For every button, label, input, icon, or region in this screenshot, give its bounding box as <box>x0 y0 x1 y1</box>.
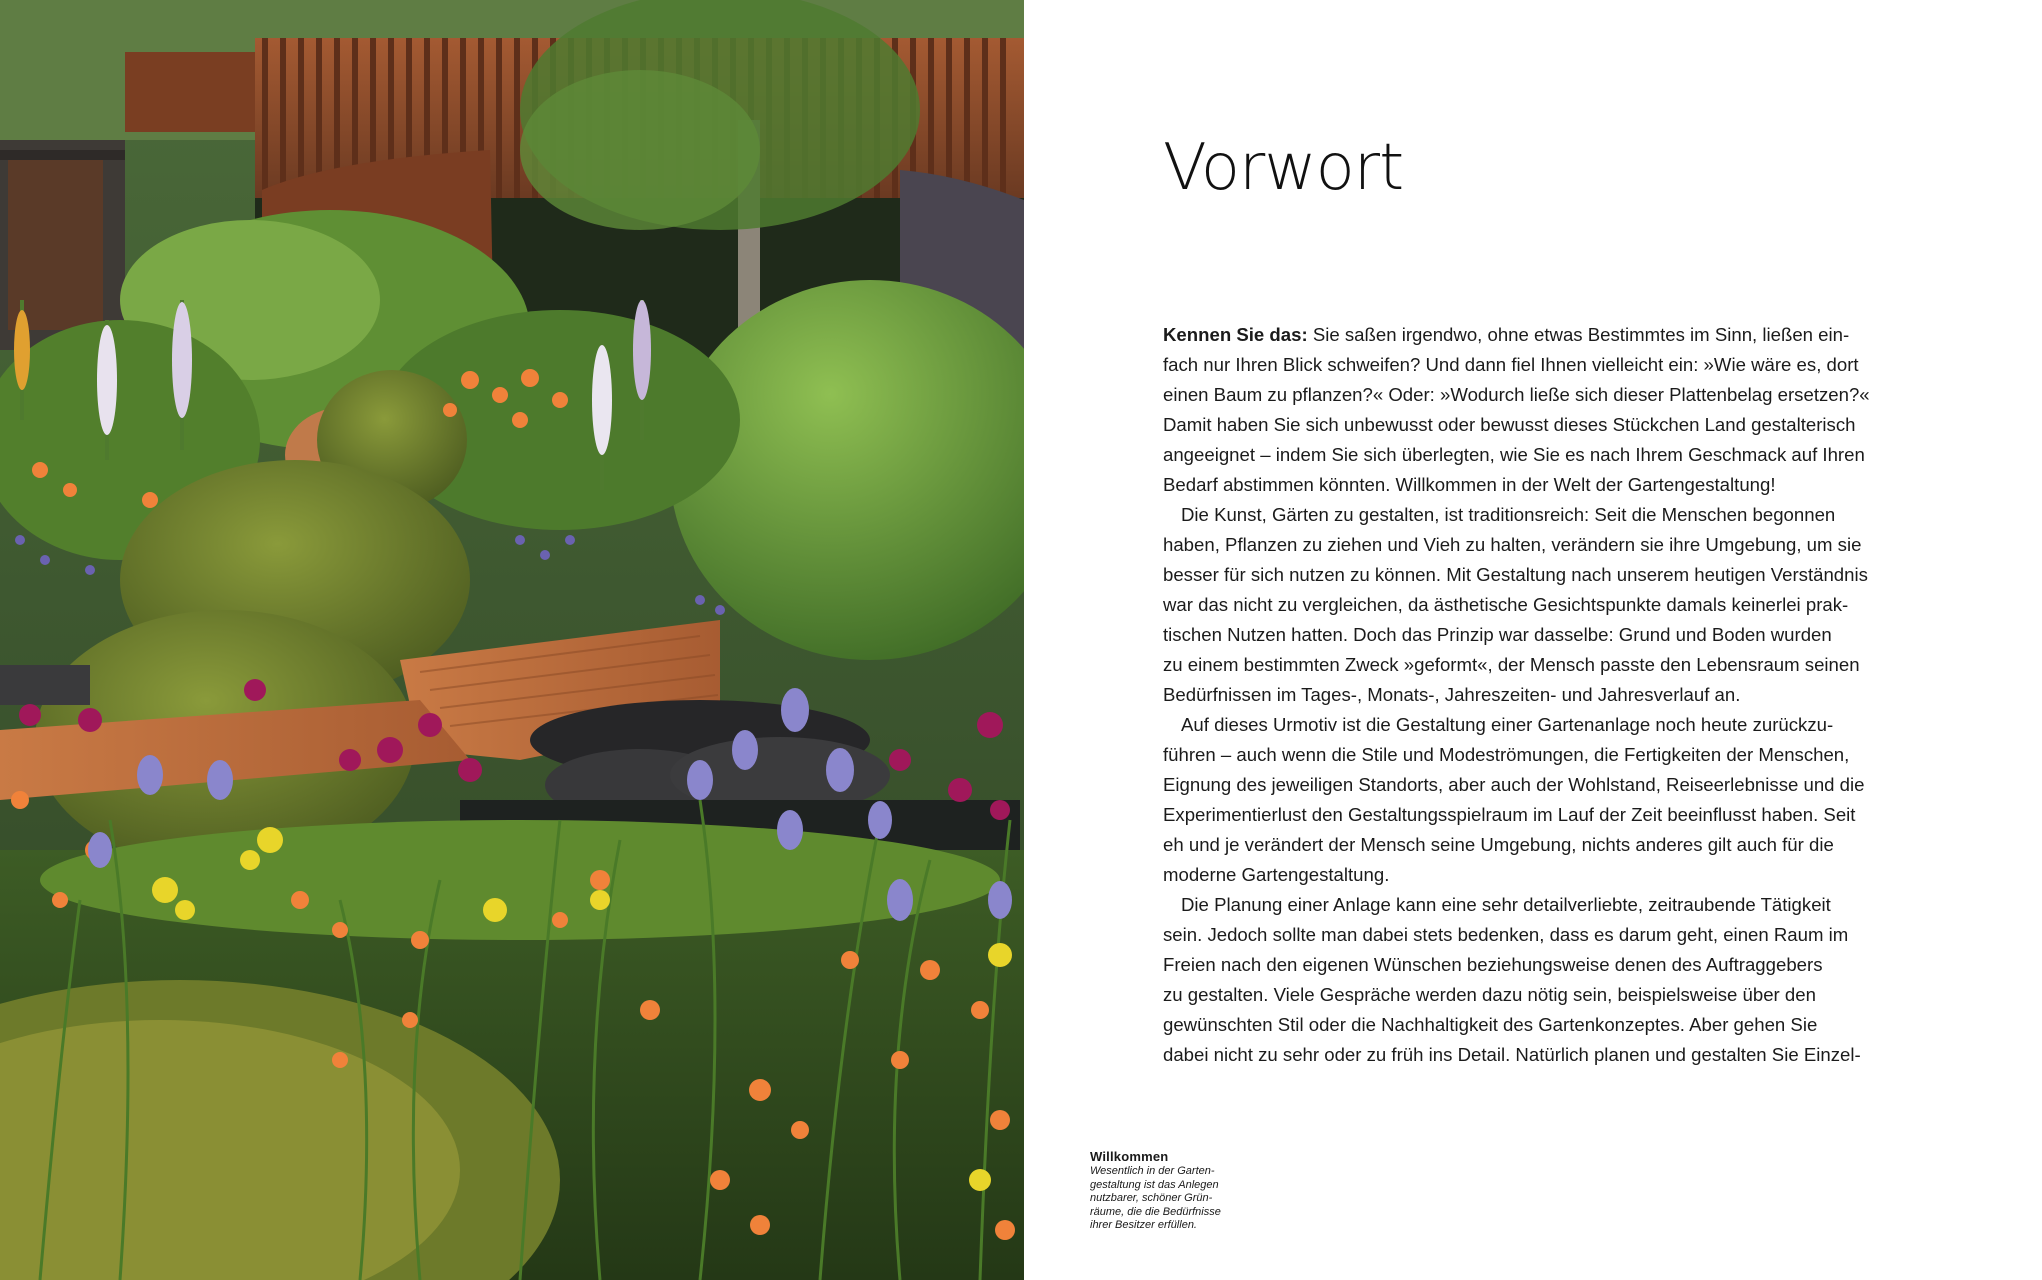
caption-line: ihrer Besitzer erfüllen. <box>1090 1219 1197 1231</box>
text-line: fach nur Ihren Blick schweifen? Und dann fiel Ihnen vielleicht ein: »Wie wäre es, dort <box>1163 354 1859 375</box>
text-line: einen Baum zu pflanzen?« Oder: »Wodurch ließe sich dieser Plattenbelag ersetzen?« <box>1163 384 1870 405</box>
text-line: eh und je verändert der Mensch seine Umgebung, nichts anderes gilt auch für die <box>1163 834 1834 855</box>
caption-line: nutzbarer, schöner Grün- <box>1090 1192 1213 1204</box>
text-line: Freien nach den eigenen Wünschen beziehungsweise denen des Auftraggebers <box>1163 954 1823 975</box>
text-line: Auf dieses Urmotiv ist die Gestaltung einer Gartenanlage noch heute zurückzu- <box>1181 714 1834 735</box>
intro-paragraph <box>1163 320 1903 500</box>
text-line: gewünschten Stil oder die Nachhaltigkeit des Gartenkonzeptes. Aber gehen Sie <box>1163 1014 1818 1035</box>
text-line: dabei nicht zu sehr oder zu früh ins Detail. Natürlich planen und gestalten Sie Einzel- <box>1163 1044 1861 1065</box>
paragraph <box>1163 710 1903 890</box>
paragraph <box>1163 890 1903 1070</box>
text-line: Bedürfnissen im Tages-, Monats-, Jahreszeiten- und Jahresverlauf an. <box>1163 684 1741 705</box>
text-line: Bedarf abstimmen könnten. Willkommen in der Welt der Gartengestaltung! <box>1163 474 1776 495</box>
text-line: war das nicht zu vergleichen, da ästhetische Gesichtspunkte damals keinerlei prak- <box>1163 594 1849 615</box>
text-line: Damit haben Sie sich unbewusst oder bewusst dieses Stückchen Land gestalterisch <box>1163 414 1856 435</box>
text-line: zu gestalten. Viele Gespräche werden dazu nötig sein, beispielsweise über den <box>1163 984 1816 1005</box>
text-line: tischen Nutzen hatten. Doch das Prinzip war dasselbe: Grund und Boden wurden <box>1163 624 1832 645</box>
text-line: Experimentierlust den Gestaltungsspielraum im Lauf der Zeit beeinflusst haben. Seit <box>1163 804 1856 825</box>
text-line: besser für sich nutzen zu können. Mit Gestaltung nach unserem heutigen Verständnis <box>1163 564 1868 585</box>
caption-line: Wesentlich in der Garten- <box>1090 1165 1215 1177</box>
caption-body <box>1090 1165 1240 1233</box>
caption-line: räume, die die Bedürfnisse <box>1090 1205 1221 1218</box>
caption-line: gestaltung ist das Anlegen <box>1090 1178 1219 1191</box>
text-line: Die Kunst, Gärten zu gestalten, ist traditionsreich: Seit die Menschen begonnen <box>1181 504 1836 525</box>
paragraph <box>1163 500 1903 710</box>
text-line: Die Planung einer Anlage kann eine sehr detailverliebte, zeitraubende Tätigkeit <box>1181 894 1831 915</box>
caption-title: Willkommen <box>1090 1149 1169 1164</box>
text-line <box>1163 320 1903 350</box>
text-line: haben, Pflanzen zu ziehen und Vieh zu halten, verändern sie ihre Umgebung, um sie <box>1163 534 1862 555</box>
lead-in-rest: Sie saßen irgendwo, ohne etwas Bestimmtes im Sinn, ließen ein- <box>1307 324 1850 345</box>
text-line: führen – auch wenn die Stile und Modeströmungen, die Fertigkeiten der Menschen, <box>1163 744 1850 765</box>
text-line: sein. Jedoch sollte man dabei stets bedenken, dass es darum geht, einen Raum im <box>1163 924 1849 945</box>
text-line: angeeignet – indem Sie sich überlegten, wie Sie es nach Ihrem Geschmack auf Ihren <box>1163 444 1865 465</box>
text-line: Eignung des jeweiligen Standorts, aber auch der Wohlstand, Reiseerlebnisse und die <box>1163 774 1865 795</box>
photo-caption <box>1090 1149 1240 1233</box>
lead-in: Kennen Sie das: <box>1163 324 1308 345</box>
text-line: moderne Gartengestaltung. <box>1163 864 1390 885</box>
text-line: zu einem bestimmten Zweck »geformt«, der Mensch passte den Lebensraum seinen <box>1163 654 1860 675</box>
page-heading: Vorwort <box>1163 131 1404 205</box>
body-text <box>1163 320 1903 1070</box>
